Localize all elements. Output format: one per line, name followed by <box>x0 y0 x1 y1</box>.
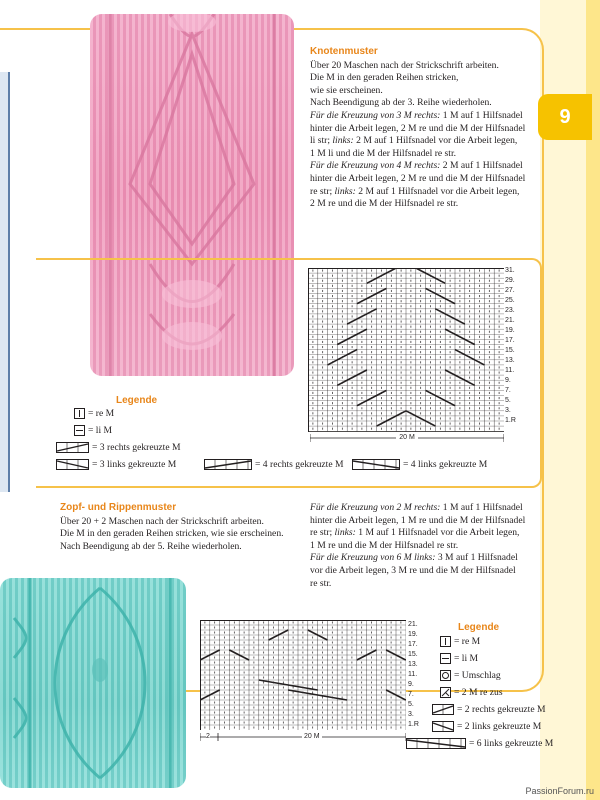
purl-symbol-icon <box>440 653 451 664</box>
legend-item-purl <box>440 653 478 664</box>
left-panel-edge <box>0 72 10 492</box>
yo-symbol-icon <box>440 670 451 681</box>
section1-line: Nach Beendigung ab der 3. Reihe wiederholen. <box>310 97 492 109</box>
legend-item-knit <box>440 636 480 647</box>
row-label: 13. <box>505 357 515 364</box>
cross4r-symbol-icon <box>204 459 252 470</box>
row-label: 15. <box>505 347 515 354</box>
legend-label: = re M <box>454 636 481 647</box>
section2-title: Zopf- und Rippenmuster <box>60 502 177 513</box>
legend2-title: Legende <box>458 622 500 633</box>
knit-sample-photo-teal <box>0 578 186 788</box>
row-label: 19. <box>408 631 418 638</box>
section1-line: Die M in den geraden Reihen stricken, <box>310 72 459 84</box>
section2-right-line: Für die Kreuzung von 6 M links: 3 M auf 1 Hilfsnadel <box>310 552 518 564</box>
row-label: 23. <box>505 307 515 314</box>
cross3r-symbol-icon <box>56 442 89 453</box>
section2-line: Die M in den geraden Reihen stricken, wie sie erscheinen. <box>60 528 284 540</box>
knit-chart-2 <box>200 620 406 735</box>
page-number-tab: 9 <box>538 94 592 140</box>
cross2l-symbol-icon <box>432 721 454 732</box>
section1-line: hinter die Arbeit legen, 2 M re und die M der Hilfsnadel <box>310 172 526 184</box>
row-label: 17. <box>505 337 515 344</box>
row-label: 21. <box>408 621 418 628</box>
legend-label: = 3 rechts gekreuzte M <box>92 442 181 453</box>
row-label: 1.R <box>408 721 419 728</box>
knit-symbol-icon <box>440 636 451 647</box>
legend1-title: Legende <box>116 395 158 406</box>
knit-symbol-icon <box>74 408 85 419</box>
legend-label: = 2 rechts gekreuzte M <box>457 704 546 715</box>
row-label: 7. <box>408 691 414 698</box>
chart2-edge-label: 2 <box>206 733 210 740</box>
row-label: 11. <box>505 367 515 374</box>
section2-text-right <box>310 502 542 590</box>
legend-item-cross6l <box>406 738 553 749</box>
section2-right-line: hinter die Arbeit legen, 1 M re und die M der Hilfsnadel <box>310 514 526 526</box>
legend-label: = 3 links gekreuzte M <box>92 459 177 470</box>
legend-item-cross4l <box>352 459 487 470</box>
legend-item-cross3l <box>56 459 176 470</box>
section2-line: Über 20 + 2 Maschen nach der Strickschrift arbeiten. <box>60 515 264 527</box>
section2-right-line: re str; links: 1 M auf 1 Hilfsnadel vor die Arbeit legen, <box>310 527 520 539</box>
section1-line: re str; links: 2 M auf 1 Hilfsnadel vor die Arbeit legen, <box>310 185 520 197</box>
section1-line: Für die Kreuzung von 3 M rechts: 1 M auf 1 Hilfsnadel <box>310 109 523 121</box>
row-label: 21. <box>505 317 515 324</box>
legend-label: = re M <box>88 408 115 419</box>
watermark: PassionForum.ru <box>525 786 594 796</box>
section2-right-line: 1 M re und die M der Hilfsnadel re str. <box>310 539 459 551</box>
section2-line: Nach Beendigung ab der 5. Reihe wiederholen. <box>60 540 242 552</box>
row-label: 3. <box>505 407 511 414</box>
row-label: 9. <box>505 377 511 384</box>
purl-symbol-icon <box>74 425 85 436</box>
legend-label: = 2 links gekreuzte M <box>457 721 542 732</box>
row-label: 3. <box>408 711 414 718</box>
row-label: 7. <box>505 387 511 394</box>
section1-line: Für die Kreuzung von 4 M rechts: 2 M auf 1 Hilfsnadel <box>310 160 523 172</box>
cross3l-symbol-icon <box>56 459 89 470</box>
section2-text <box>60 502 300 553</box>
section1-line: hinter die Arbeit legen, 2 M re und die M der Hilfsnadel <box>310 122 526 134</box>
legend-label: = 2 M re zus <box>454 687 503 698</box>
section2-right-line: vor die Arbeit legen, 3 M re und die M der Hilfsnadel <box>310 564 516 576</box>
legend-label: = li M <box>454 653 479 664</box>
row-label: 25. <box>505 297 515 304</box>
cross4l-symbol-icon <box>352 459 400 470</box>
row-label: 31. <box>505 267 515 274</box>
row-label: 13. <box>408 661 418 668</box>
legend-label: = li M <box>88 425 113 436</box>
section1-line: wie sie erscheinen. <box>310 84 383 96</box>
chart1-row-labels <box>505 266 516 426</box>
row-label: 11. <box>408 671 418 678</box>
legend-label: = Umschlag <box>454 670 501 681</box>
legend-label: = 6 links gekreuzte M <box>469 738 554 749</box>
legend-item-cross4r <box>204 459 344 470</box>
row-label: 15. <box>408 651 418 658</box>
section1-line: Über 20 Maschen nach der Strickschrift arbeiten. <box>310 59 499 71</box>
legend-item-cross2l <box>432 721 541 732</box>
row-label: 9. <box>408 681 414 688</box>
cross2r-symbol-icon <box>432 704 454 715</box>
section1-line: li str; links: 2 M auf 1 Hilfsnadel vor die Arbeit legen, <box>310 135 518 147</box>
row-label: 5. <box>505 397 511 404</box>
row-label: 19. <box>505 327 515 334</box>
chart2-row-labels <box>408 620 419 730</box>
chart1-stitch-label: 20 M <box>310 434 504 441</box>
section2-right-line: Für die Kreuzung von 2 M rechts: 1 M auf 1 Hilfsnadel <box>310 502 523 513</box>
legend-label: = 4 rechts gekreuzte M <box>255 459 344 470</box>
legend-item-purl <box>74 425 112 436</box>
knit-chart-1 <box>308 268 504 437</box>
section1-line: 1 M li und die M der Hilfsnadel re str. <box>310 147 457 159</box>
row-label: 5. <box>408 701 414 708</box>
legend-item-cross3r <box>56 442 181 453</box>
cross6l-symbol-icon <box>406 738 466 749</box>
legend-item-yo <box>440 670 501 681</box>
legend-item-knit <box>74 408 114 419</box>
legend-item-cross2r <box>432 704 546 715</box>
row-label: 17. <box>408 641 418 648</box>
k2tog-symbol-icon <box>440 687 451 698</box>
row-label: 1.R <box>505 417 516 424</box>
legend-label: = 4 links gekreuzte M <box>403 459 488 470</box>
section2-right-line: re str. <box>310 577 332 589</box>
section1-text <box>310 46 540 211</box>
section1-line: 2 M re und die M der Hilfsnadel re str. <box>310 198 459 210</box>
row-label: 29. <box>505 277 515 284</box>
legend-item-k2tog <box>440 687 503 698</box>
row-label: 27. <box>505 287 515 294</box>
section1-title: Knotenmuster <box>310 46 378 57</box>
